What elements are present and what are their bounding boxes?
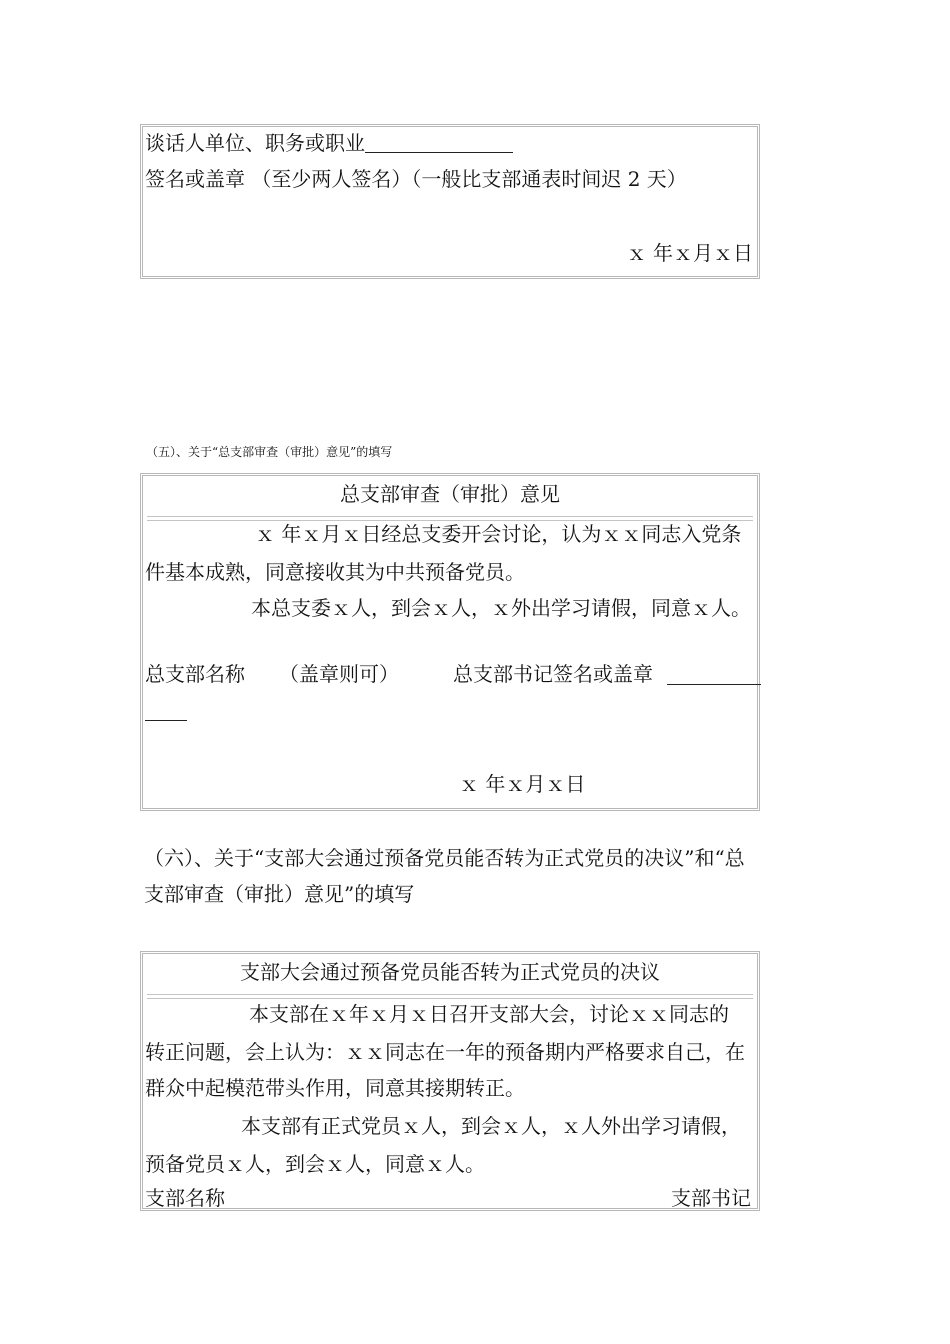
title-divider: [147, 994, 753, 999]
opinion-para1-line1: ｘ 年ｘ月ｘ日经总支委开会讨论，认为ｘｘ同志入党条: [255, 522, 742, 546]
general-branch-opinion-title: 总支部审查（审批）意见: [340, 482, 560, 506]
branch-resolution-box: [140, 951, 760, 1211]
stamp-note: （盖章则可）: [279, 662, 399, 686]
resolution-para2-line1: 本支部有正式党员ｘ人，到会ｘ人，ｘ人外出学习请假，: [241, 1114, 741, 1138]
interviewer-unit-blank[interactable]: [365, 134, 513, 153]
section6-heading-line1: （六）、关于“支部大会通过预备党员能否转为正式党员的决议”和“总: [144, 846, 745, 870]
opinion-para1-line2: 件基本成熟，同意接收其为中共预备党员。: [145, 560, 525, 584]
date-line: ｘ 年ｘ月ｘ日: [626, 241, 753, 265]
resolution-para1-line2: 转正问题，会上认为：ｘｘ同志在一年的预备期内严格要求自己，在: [145, 1040, 745, 1064]
general-secretary-signature-blank-cont[interactable]: [145, 702, 187, 721]
resolution-para1-line3: 群众中起模范带头作用，同意其接期转正。: [145, 1076, 525, 1100]
general-secretary-signature-label: 总支部书记签名或盖章: [453, 662, 653, 686]
section5-heading: （五）、关于“总支部审查（审批）意见”的填写: [146, 445, 393, 459]
resolution-para2-line2: 预备党员ｘ人，到会ｘ人，同意ｘ人。: [145, 1152, 485, 1176]
interviewer-unit-label: 谈话人单位、职务或职业: [145, 131, 365, 155]
resolution-para1-line1: 本支部在ｘ年ｘ月ｘ日召开支部大会，讨论ｘｘ同志的: [249, 1002, 729, 1026]
general-branch-name-label: 总支部名称: [145, 662, 245, 686]
opinion-date-line: ｘ 年ｘ月ｘ日: [459, 772, 586, 796]
opinion-para2: 本总支委ｘ人，到会ｘ人，ｘ外出学习请假，同意ｘ人。: [251, 596, 751, 620]
general-secretary-signature-blank[interactable]: [667, 664, 761, 685]
branch-resolution-title: 支部大会通过预备党员能否转为正式党员的决议: [240, 960, 660, 984]
title-divider: [147, 516, 753, 521]
interviewer-signature-box: [140, 124, 760, 279]
section6-heading-line2: 支部审查（审批）意见”的填写: [144, 882, 415, 906]
interviewer-unit-line: [145, 133, 513, 153]
branch-name-label: 支部名称: [145, 1186, 225, 1210]
general-branch-opinion-box: [140, 473, 760, 811]
signature-instruction: 签名或盖章 （至少两人签名）（一般比支部通表时间迟 2 天）: [145, 167, 687, 191]
branch-secretary-label: 支部书记: [671, 1186, 751, 1210]
